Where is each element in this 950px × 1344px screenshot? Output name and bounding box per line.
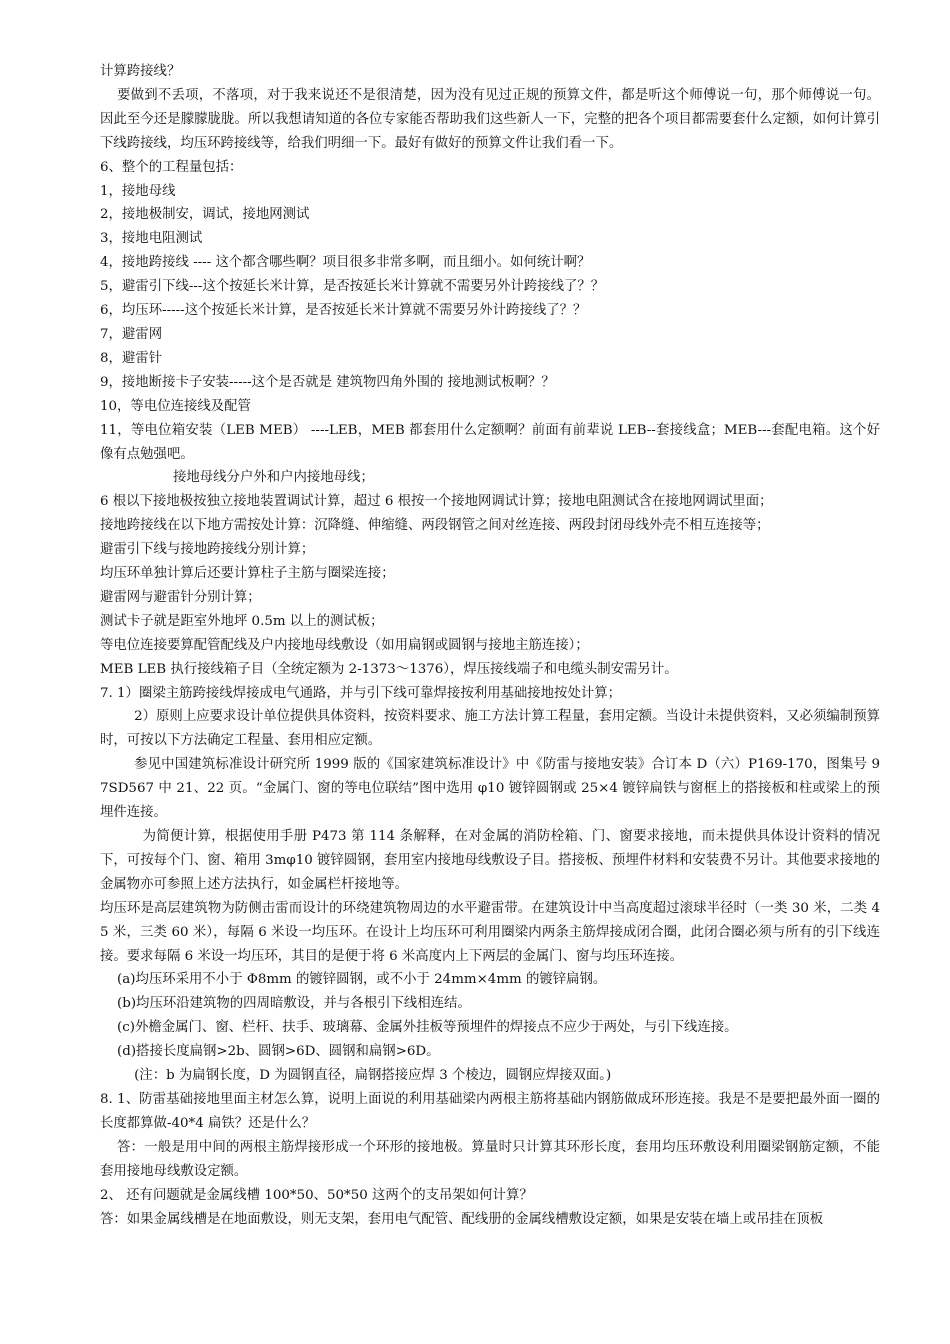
paragraph: 测试卡子就是距室外地坪 0.5m 以上的测试板； [100, 613, 384, 629]
paragraph: 9，接地断接卡子安装-----这个是否就是 建筑物四角外围的 接地测试板啊？？ [100, 374, 555, 390]
paragraph: 6、整个的工程量包括： [100, 159, 243, 175]
paragraph: 4，接地跨接线 ---- 这个都含哪些啊？项目很多非常多啊，而且细小。如何统计啊？ [100, 255, 591, 271]
paragraph: 11，等电位箱安装（LEB MEB） ----LEB，MEB 都套用什么定额啊？前面有前辈说 LEB--套接线盒；MEB---套配电箱。这个好像有点勉强吧。 [100, 422, 880, 462]
paragraph: (注：b 为扁钢长度，D 为圆钢直径，扁钢搭接应焊 3 个棱边，圆钢应焊接双面。) [134, 1068, 612, 1084]
paragraph: (b)均压环沿建筑物的四周暗敷设，并与各根引下线相连结。 [117, 996, 471, 1012]
paragraph: 答：一般是用中间的两根主筋焊接形成一个环形的接地极。算量时只计算其环形长度，套用均压环敷设利用圈梁钢筋定额，不能套用接地母线敷设定额。 [100, 1139, 880, 1179]
document-body [100, 60, 880, 1231]
paragraph: 2、 还有问题就是金属线槽 100*50、50*50 这两个的支吊架如何计算？ [100, 1187, 533, 1203]
paragraph: 3，接地电阻测试 [100, 231, 203, 247]
paragraph: 计算跨接线？ [100, 64, 181, 79]
paragraph: 7. 1）圈梁主筋跨接线焊接成电气通路，并与引下线可靠焊接按利用基础接地按处计算； [100, 685, 622, 701]
paragraph: 1，接地母线 [100, 183, 176, 199]
paragraph: 答：如果金属线槽是在地面敷设，则无支架，套用电气配管、配线册的金属线槽敷设定额，如果是安装在墙上或吊挂在顶板 [100, 1211, 824, 1227]
paragraph: 等电位连接要算配管配线及户内接地母线敷设（如用扁钢或圆钢与接地主筋连接）； [100, 637, 589, 653]
paragraph: 8，避雷针 [100, 350, 163, 366]
paragraph: (a)均压环采用不小于 Φ8mm 的镀锌圆钢，或不小于 24mm×4mm 的镀锌扁钢。 [117, 972, 607, 988]
paragraph: 参见中国建筑标准设计研究所 1999 版的《国家建筑标准设计》中《防雷与接地安装》合订本 D（六）P169-170，图集号 97SD567 中 21、22 页。“金属门、窗的等电位联结”图中选用 φ10 镀锌圆钢或 25×4 镀锌扁铁与窗框上的搭接板和柱或梁上的预埋件连接。 [100, 757, 880, 821]
paragraph: (c)外檐金属门、窗、栏杆、扶手、玻璃幕、金属外挂板等预埋件的焊接点不应少于两处，与引下线连接。 [117, 1020, 738, 1036]
paragraph: 10，等电位连接线及配管 [100, 398, 251, 414]
paragraph: 避雷引下线与接地跨接线分别计算； [100, 542, 315, 558]
paragraph: 2）原则上应要求设计单位提供具体资料，按资料要求、施工方法计算工程量，套用定额。当设计未提供资料，又必须编制预算时，可按以下方法确定工程量、套用相应定额。 [100, 709, 880, 749]
paragraph: 均压环单独计算后还要计算柱子主筋与圈梁连接； [100, 566, 395, 582]
paragraph: 均压环是高层建筑物为防侧击雷而设计的环绕建筑物周边的水平避雷带。在建筑设计中当高度超过滚球半径时（一类 30 米，二类 45 米，三类 60 米），每隔 6 米设一均压环。在设计上均压环可利用圈梁内两条主筋焊接成闭合圈，此闭合圈必须与所有的引下线连接。要求每隔 6 米设一均压环，其目的是便于将 6 米高度内上下两层的金属门、窗与均压环连接。 [100, 900, 880, 964]
paragraph: 2，接地极制安，调试，接地网测试 [100, 207, 310, 223]
paragraph: 要做到不丢项，不落项，对于我来说还不是很清楚，因为没有见过正规的预算文件，都是听这个师傅说一句，那个师傅说一句。因此至今还是朦朦胧胧。所以我想请知道的各位专家能否帮助我们这些新人一下，完整的把各个项目都需要套什么定额，如何计算引下线跨接线，均压环跨接线等，给我们明细一下。最好有做好的预算文件让我们看一下。 [100, 87, 880, 151]
paragraph: 5，避雷引下线---这个按延长米计算，是否按延长米计算就不需要另外计跨接线了？？ [100, 279, 605, 295]
paragraph: 接地母线分户外和户内接地母线； [173, 470, 374, 486]
paragraph: MEB LEB 执行接线箱子目（全统定额为 2-1373～1376），焊压接线端子和电缆头制安需另计。 [100, 661, 678, 677]
paragraph: 8. 1、防雷基础接地里面主材怎么算，说明上面说的利用基础梁内两根主筋将基础内钢筋做成环形连接。我是不是要把最外面一圈的长度都算做-40*4 扁铁？还是什么？ [100, 1091, 880, 1131]
paragraph: 6 根以下接地极按独立接地装置调试计算，超过 6 根按一个接地网调试计算；接地电阻测试含在接地网调试里面； [100, 494, 773, 510]
paragraph: 为简便计算，根据使用手册 P473 第 114 条解释，在对金属的消防栓箱、门、窗要求接地，而未提供具体设计资料的情况下，可按每个门、窗、箱用 3mφ10 镀锌圆钢，套用室内接地母线敷设子目。搭接板、预埋件材料和安装费不另计。其他要求接地的金属物亦可参照上述方法执行，如金属栏杆接地等。 [100, 829, 880, 892]
paragraph: 接地跨接线在以下地方需按处计算：沉降缝、伸缩缝、两段钢管之间对丝连接、两段封闭母线外壳不相互连接等； [100, 518, 770, 534]
paragraph: 7，避雷网 [100, 326, 163, 342]
paragraph: 避雷网与避雷针分别计算； [100, 589, 261, 605]
paragraph: (d)搭接长度扁钢>2b、圆钢>6D、圆钢和扁钢>6D。 [117, 1044, 440, 1060]
paragraph: 6，均压环-----这个按延长米计算，是否按延长米计算就不需要另外计跨接线了？？ [100, 303, 587, 319]
